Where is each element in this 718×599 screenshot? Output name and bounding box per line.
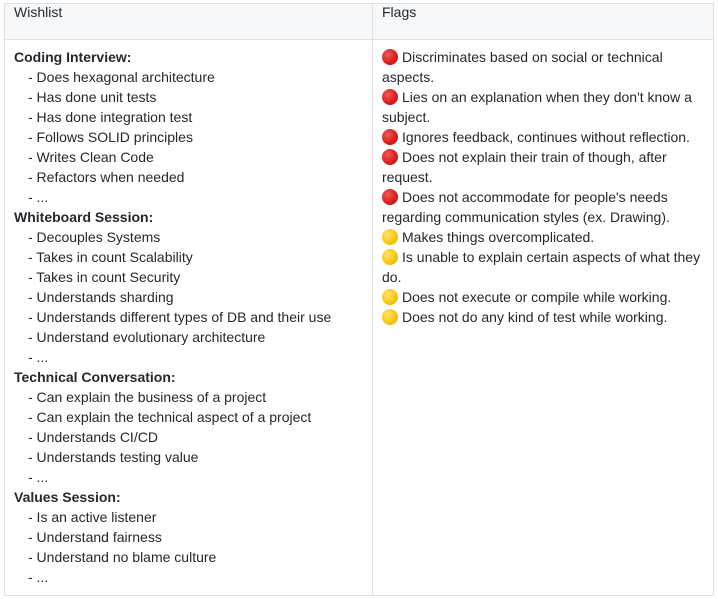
wishlist-item: - Has done unit tests [28,89,157,105]
wishlist-cell [5,40,373,596]
flag-text: Is unable to explain certain aspects of what they do. [382,249,701,285]
wishlist-item: - Understands different types of DB and their use [28,309,332,325]
wishlist-section-whiteboard [14,207,363,367]
wishlist-item: - Understands testing value [28,449,199,465]
wishlist-flags-table [4,3,714,596]
red-circle-icon [382,129,398,145]
flag-text: Discriminates based on social or technical aspects. [382,49,663,85]
flag-text: Makes things overcomplicated. [402,229,595,245]
section-title: Whiteboard Session: [14,209,154,225]
section-title: Coding Interview: [14,49,132,65]
wishlist-item: - ... [28,349,49,365]
wishlist-item: - ... [28,469,49,485]
wishlist-item: - Understands CI/CD [28,429,158,445]
flag-text: Does not do any kind of test while working. [402,309,668,325]
flag-item [382,287,704,307]
wishlist-item: - Understand evolutionary architecture [28,329,266,345]
table-header-row [5,4,714,40]
wishlist-item: - Is an active listener [28,509,157,525]
yellow-circle-icon [382,249,398,265]
yellow-circle-icon [382,229,398,245]
wishlist-item: - Understand no blame culture [28,549,217,565]
wishlist-item: - Takes in count Scalability [28,249,193,265]
flag-text: Ignores feedback, continues without reflection. [402,129,690,145]
wishlist-section-values [14,487,363,587]
flag-item [382,87,704,127]
flag-item [382,227,704,247]
flag-item [382,127,704,147]
wishlist-header: Wishlist [5,4,373,40]
flags-cell [373,40,714,596]
wishlist-section-technical [14,367,363,487]
wishlist-item: - Understands sharding [28,289,174,305]
flag-text: Does not execute or compile while working. [402,289,672,305]
wishlist-item: - Can explain the business of a project [28,389,267,405]
flag-item [382,187,704,227]
wishlist-item: - ... [28,189,49,205]
flag-item [382,307,704,327]
flag-text: Does not explain their train of though, after request. [382,149,667,185]
red-circle-icon [382,49,398,65]
wishlist-item: - Can explain the technical aspect of a project [28,409,312,425]
wishlist-item: - Follows SOLID principles [28,129,193,145]
flag-text: Does not accommodate for people's needs regarding communication styles (ex. Drawing). [382,189,670,225]
flags-header: Flags [373,4,714,40]
section-title: Technical Conversation: [14,369,176,385]
table-row [5,40,714,596]
wishlist-item: - ... [28,569,49,585]
flag-item [382,147,704,187]
wishlist-section-coding [14,47,363,207]
wishlist-item: - Has done integration test [28,109,193,125]
wishlist-item: - Writes Clean Code [28,149,154,165]
flag-text: Lies on an explanation when they don't know a subject. [382,89,692,125]
yellow-circle-icon [382,309,398,325]
section-title: Values Session: [14,489,121,505]
wishlist-item: - Refactors when needed [28,169,185,185]
wishlist-item: - Understand fairness [28,529,162,545]
flag-item [382,47,704,87]
red-circle-icon [382,189,398,205]
red-circle-icon [382,89,398,105]
red-circle-icon [382,149,398,165]
wishlist-item: - Does hexagonal architecture [28,69,215,85]
wishlist-item: - Decouples Systems [28,229,161,245]
flag-item [382,247,704,287]
yellow-circle-icon [382,289,398,305]
wishlist-item: - Takes in count Security [28,269,181,285]
